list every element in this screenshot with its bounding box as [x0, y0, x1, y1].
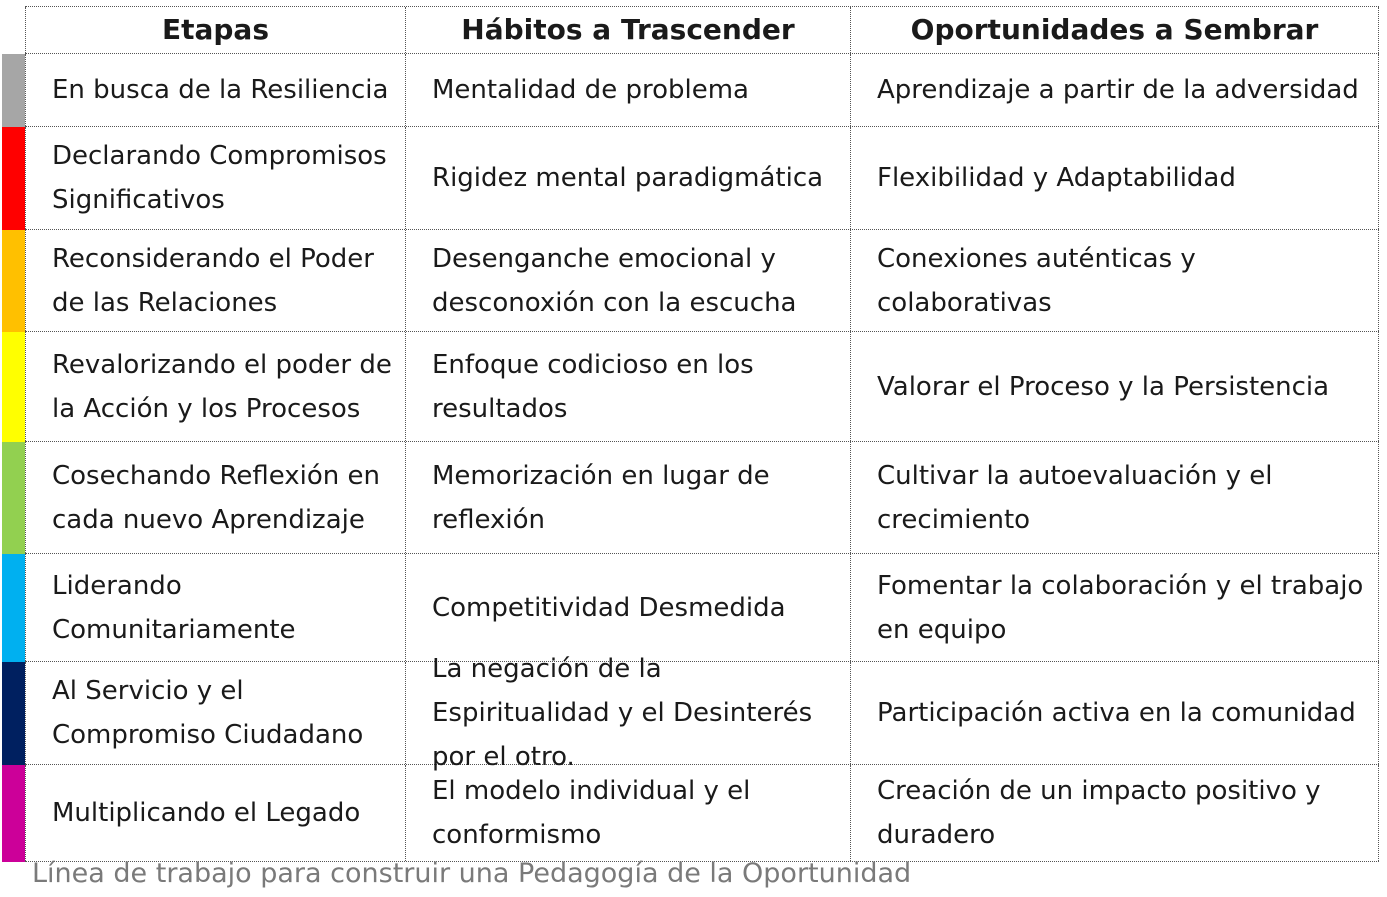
- opportunity-cell: Cultivar la autoevaluación y el crecimiento: [850, 442, 1379, 553]
- stage-cell: Revalorizando el poder de la Acción y los Procesos: [25, 332, 405, 441]
- figure-caption: Línea de trabajo para construir una Pedagogía de la Oportunidad: [32, 858, 912, 889]
- habit-cell: Mentalidad de problema: [405, 54, 850, 126]
- table-row: [25, 765, 1379, 862]
- habit-cell: Memorización en lugar de reflexión: [405, 442, 850, 553]
- header-row: [25, 6, 1379, 54]
- opportunity-cell: Participación activa en la comunidad: [850, 662, 1379, 764]
- habit-cell: Enfoque codicioso en los resultados: [405, 332, 850, 441]
- opportunity-cell: Valorar el Proceso y la Persistencia: [850, 332, 1379, 441]
- opportunity-cell: Aprendizaje a partir de la adversidad: [850, 54, 1379, 126]
- habit-cell: La negación de la Espiritualidad y el Desinterés por el otro.: [405, 662, 850, 764]
- stage-color-bar: [2, 662, 25, 765]
- stage-color-bar: [2, 127, 25, 230]
- habit-cell: Desenganche emocional y desconoxión con la escucha: [405, 230, 850, 331]
- table-row: [25, 332, 1379, 442]
- stage-cell: Multiplicando el Legado: [25, 765, 405, 861]
- stage-cell: Liderando Comunitariamente: [25, 554, 405, 661]
- stage-cell: Al Servicio y el Compromiso Ciudadano: [25, 662, 405, 764]
- habit-cell: Competitividad Desmedida: [405, 554, 850, 661]
- table-row: [25, 442, 1379, 554]
- opportunity-cell: Fomentar la colaboración y el trabajo en equipo: [850, 554, 1379, 661]
- opportunity-cell: Flexibilidad y Adaptabilidad: [850, 127, 1379, 229]
- table-row: [25, 127, 1379, 230]
- header-etapas: Etapas: [25, 7, 405, 53]
- stage-cell: Declarando Compromisos Significativos: [25, 127, 405, 229]
- stage-color-bar: [2, 332, 25, 442]
- stage-color-bar: [2, 765, 25, 862]
- stage-cell: Reconsiderando el Poder de las Relaciones: [25, 230, 405, 331]
- table-row: [25, 54, 1379, 127]
- stage-color-bar: [2, 54, 25, 127]
- stage-color-bar: [2, 230, 25, 332]
- opportunity-cell: Creación de un impacto positivo y duradero: [850, 765, 1379, 861]
- stage-cell: Cosechando Reflexión en cada nuevo Aprendizaje: [25, 442, 405, 553]
- table-row: [25, 230, 1379, 332]
- header-oportunidades: Oportunidades a Sembrar: [850, 7, 1379, 53]
- stage-color-bar: [2, 442, 25, 554]
- table-row: [25, 554, 1379, 662]
- opportunity-cell: Conexiones auténticas y colaborativas: [850, 230, 1379, 331]
- habit-cell: El modelo individual y el conformismo: [405, 765, 850, 861]
- stage-cell: En busca de la Resiliencia: [25, 54, 405, 126]
- habit-cell: Rigidez mental paradigmática: [405, 127, 850, 229]
- table-row: [25, 654, 1379, 772]
- stage-color-bar: [2, 554, 25, 662]
- stages-table: [25, 6, 1379, 862]
- header-habitos: Hábitos a Trascender: [405, 7, 850, 53]
